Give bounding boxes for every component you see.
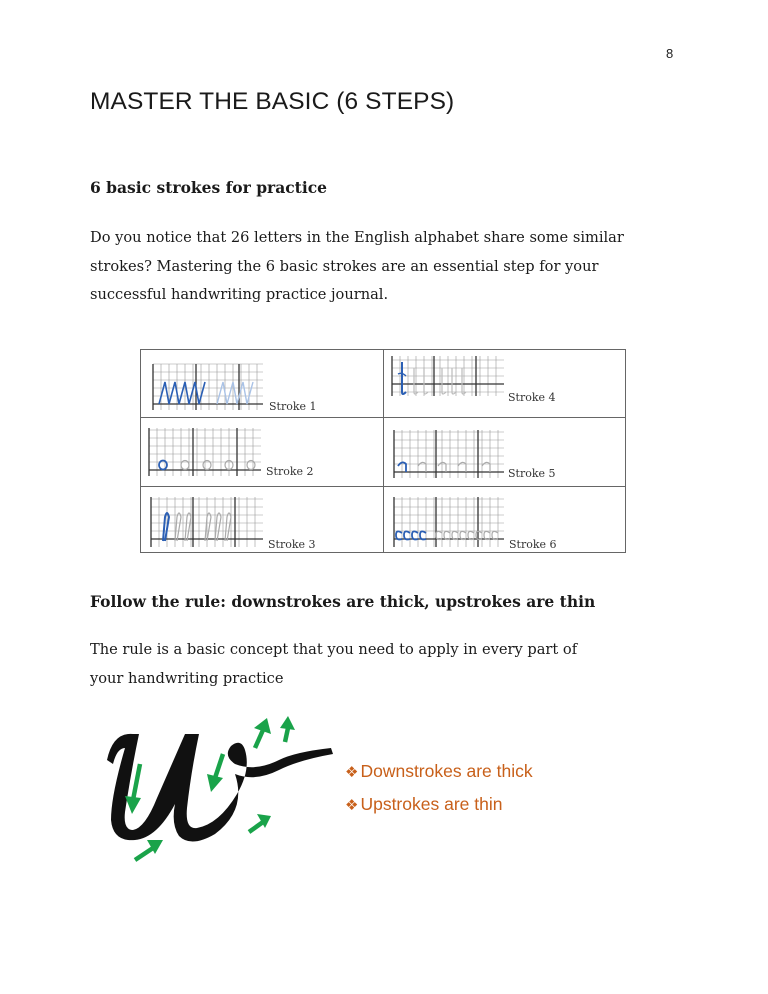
- bullet-text: Downstrokes are thick: [360, 761, 533, 781]
- stroke-label: Stroke 5: [508, 467, 556, 480]
- arrow-up-icon: [135, 840, 163, 860]
- stroke-3-practice-grid: [141, 487, 383, 555]
- paragraph-line: The rule is a basic concept that you need to apply in every part of: [90, 641, 578, 658]
- strokes-table: [140, 349, 626, 553]
- diamond-bullet-icon: ❖: [345, 796, 359, 814]
- letter-w-illustration: [95, 712, 340, 872]
- bullet-item: [345, 788, 533, 821]
- stroke-label: Stroke 3: [268, 538, 316, 551]
- page-title: MASTER THE BASIC (6 STEPS): [90, 88, 455, 115]
- stroke-cell-6: [384, 487, 626, 555]
- section-heading-basic-strokes: 6 basic strokes for practice: [90, 178, 328, 197]
- stroke-cell-1: [141, 350, 383, 418]
- arrow-up-icon: [254, 718, 271, 748]
- stroke-label: Stroke 1: [269, 400, 317, 413]
- paragraph-line: Do you notice that 26 letters in the English alphabet share some similar: [90, 229, 624, 246]
- stroke-label: Stroke 6: [509, 538, 557, 551]
- stroke-6-practice-grid: [384, 487, 626, 555]
- stroke-cell-4: [384, 350, 626, 418]
- stroke-cell-2: [141, 418, 383, 486]
- bullet-item: [345, 755, 533, 788]
- stroke-1-practice-grid: [141, 350, 383, 418]
- arrow-up-icon: [280, 716, 295, 742]
- page-number: 8: [666, 46, 674, 61]
- letter-w-shape: [107, 734, 333, 842]
- stroke-label: Stroke 4: [508, 391, 556, 404]
- stroke-cell-3: [141, 487, 383, 555]
- paragraph-line: successful handwriting practice journal.: [90, 286, 389, 303]
- stroke-2-practice-grid: [141, 418, 383, 486]
- section-heading-rule: Follow the rule: downstrokes are thick, upstrokes are thin: [90, 592, 596, 611]
- arrow-down-icon: [207, 754, 223, 792]
- stroke-cell-5: [384, 418, 626, 486]
- paragraph-line: strokes? Mastering the 6 basic strokes are an essential step for your: [90, 257, 599, 275]
- stroke-5-practice-grid: [384, 418, 626, 486]
- paragraph-line: your handwriting practice: [90, 669, 284, 687]
- stroke-label: Stroke 2: [266, 465, 314, 478]
- intro-paragraph: [90, 224, 624, 310]
- rule-bullet-list: [345, 755, 533, 821]
- bullet-text: Upstrokes are thin: [360, 794, 503, 814]
- diamond-bullet-icon: ❖: [345, 763, 359, 781]
- stroke-4-practice-grid: [384, 350, 626, 418]
- arrow-up-icon: [249, 814, 271, 832]
- rule-paragraph: [90, 636, 577, 693]
